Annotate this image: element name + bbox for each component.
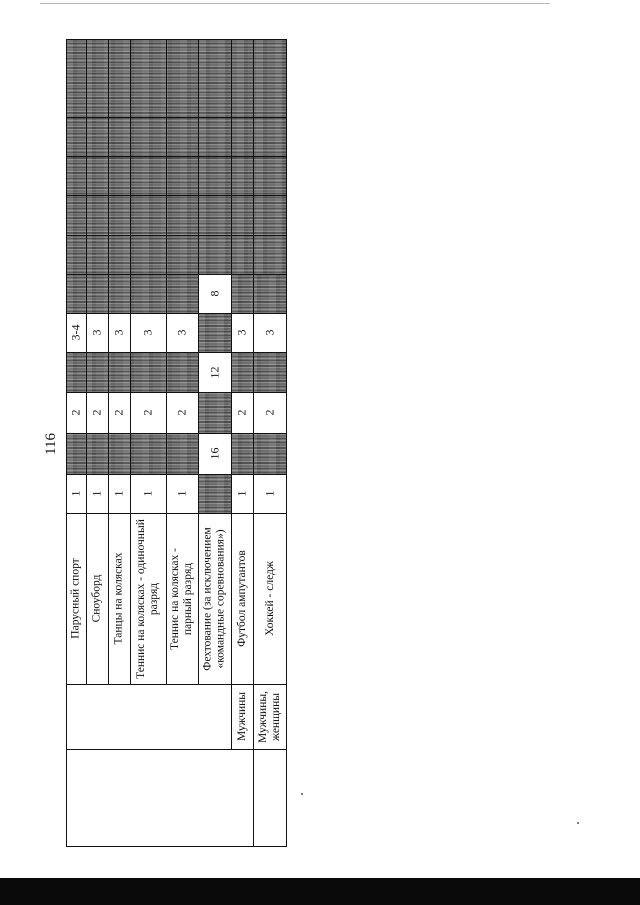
grid-line xyxy=(66,39,67,847)
group-cell: Мужчины xyxy=(235,691,248,742)
grid-line xyxy=(198,39,199,684)
page-number: 116 xyxy=(43,433,59,455)
value-cell: 2 xyxy=(174,409,189,416)
value-cell: 1 xyxy=(234,490,249,497)
sport-name-cell: Теннис на колясках - одиночный разряд xyxy=(135,518,161,679)
sport-name-cell: Сноуборд xyxy=(90,574,103,623)
group-cell: Мужчины, женщины xyxy=(257,690,283,743)
value-cell: 3 xyxy=(262,329,277,336)
sport-name-cell: Парусный спорт xyxy=(69,558,82,639)
grid-line xyxy=(253,39,254,847)
scan-bottom-edge xyxy=(0,878,640,905)
grid-line xyxy=(231,39,232,749)
grid-line xyxy=(286,39,287,847)
value-cell: 2 xyxy=(68,409,83,416)
sport-name-cell: Футбол ампутантов xyxy=(235,550,248,647)
value-cell: 1 xyxy=(111,490,126,497)
sport-name-cell: Хоккей - следж xyxy=(263,561,276,636)
value-cell: 1 xyxy=(68,490,83,497)
value-cell: 3 xyxy=(111,329,126,336)
top-rule xyxy=(40,3,550,4)
shaded-cell xyxy=(198,392,231,433)
value-cell: 2 xyxy=(111,409,126,416)
value-cell: 2 xyxy=(89,409,104,416)
value-cell: 1 xyxy=(174,490,189,497)
shaded-cell xyxy=(231,352,287,392)
value-cell: 1 xyxy=(262,490,277,497)
scan-speck xyxy=(301,793,303,795)
sport-name-cell: Теннис на колясках - парный разряд xyxy=(169,547,195,650)
grid-line xyxy=(108,39,109,684)
shaded-cell xyxy=(198,313,231,352)
value-cell: 3-4 xyxy=(68,324,83,341)
value-cell: 2 xyxy=(234,409,249,416)
shaded-cell xyxy=(231,433,287,474)
sport-name-cell: Фехтование (за исключением «командные соревнования») xyxy=(201,526,227,671)
value-cell: 1 xyxy=(89,490,104,497)
grid-line xyxy=(166,39,167,684)
value-cell: 2 xyxy=(262,409,277,416)
sports-ranking-table xyxy=(66,39,287,847)
group-cell-empty xyxy=(66,684,231,749)
value-cell: 3 xyxy=(174,329,189,336)
value-cell: 1 xyxy=(140,490,155,497)
value-cell: 8 xyxy=(207,290,221,297)
grid-line xyxy=(86,39,87,684)
shaded-cell xyxy=(231,274,287,313)
value-cell: 12 xyxy=(207,366,221,378)
value-cell: 3 xyxy=(89,329,104,336)
value-cell: 16 xyxy=(207,447,221,460)
sport-name-cell: Танцы на колясках xyxy=(112,552,125,645)
grid-line xyxy=(130,39,131,684)
value-cell: 3 xyxy=(140,329,155,336)
value-cell: 3 xyxy=(234,329,249,336)
shaded-cell xyxy=(198,474,231,513)
scan-speck xyxy=(577,822,579,824)
value-cell: 2 xyxy=(140,409,155,416)
